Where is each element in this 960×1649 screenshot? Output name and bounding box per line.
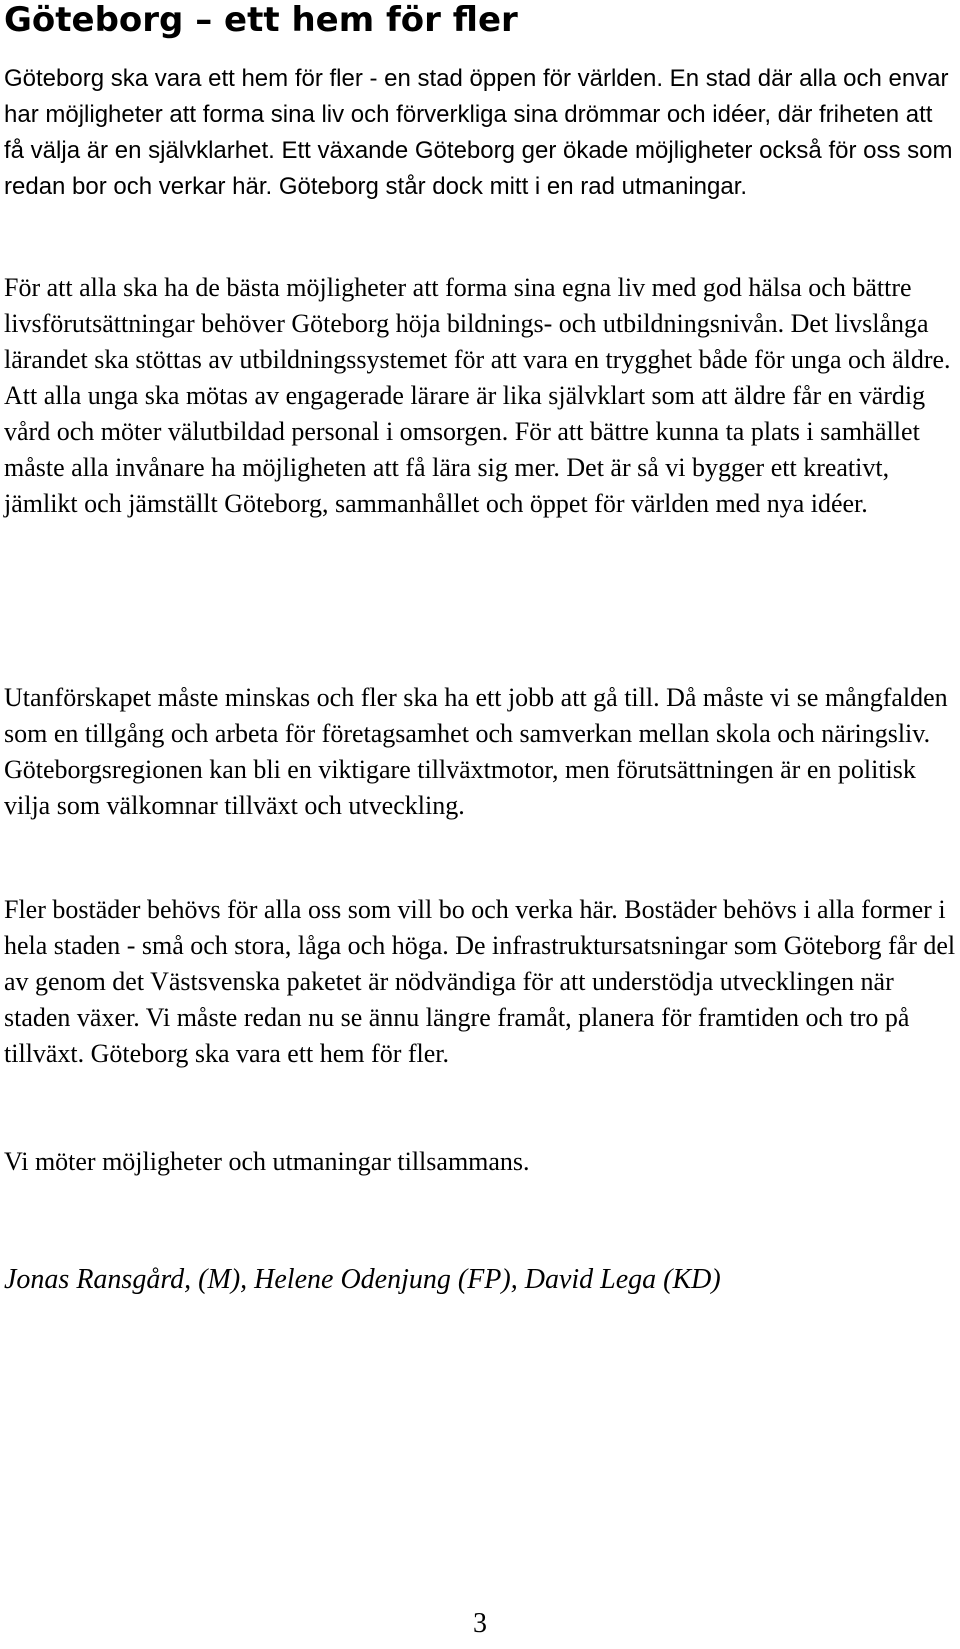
document-title: Göteborg – ett hem för fler — [4, 0, 518, 40]
signature-line: Jonas Ransgård, (M), Helene Odenjung (FP), David Lega (KD) — [4, 1264, 721, 1295]
page-number: 3 — [473, 1608, 487, 1639]
paragraph-employment: Utanförskapet måste minskas och fler ska ha ett jobb att gå till. Då måste vi se mångfalden som en tillgång och arbeta för företagsamhet och samverkan mellan skola och näringsliv. Göteborgsregionen kan bli en viktigare tillväxtmotor, men förutsättningen är en politisk vilja som välkomnar tillväxt och utveckling. — [4, 683, 948, 820]
paragraph-education: För att alla ska ha de bästa möjligheter att forma sina egna liv med god hälsa och bättre livsförutsättningar behöver Göteborg höja bildnings- och utbildningsnivån. Det livslånga lärandet ska stöttas av utbildningssystemet för att vara en trygghet både för unga och äldre. Att alla unga ska mötas av engagerade lärare är lika självklart som att äldre får en värdig vård och möter välutbildad personal i omsorgen. För att bättre kunna ta plats i samhället måste alla invånare ha möjligheten att få lära sig mer. Det är så vi bygger ett kreativt, jämlikt och jämställt Göteborg, sammanhållet och öppet för världen med nya idéer. — [4, 273, 951, 518]
paragraph-housing: Fler bostäder behövs för alla oss som vill bo och verka här. Bostäder behövs i alla former i hela staden - små och stora, låga och höga. De infrastruktursatsningar som Göteborg får del av genom det Västsvenska paketet är nödvändiga för att understödja utvecklingen när staden växer. Vi måste redan nu se ännu längre framåt, planera för framtiden och tro på tillväxt. Göteborg ska vara ett hem för fler. — [4, 895, 956, 1068]
paragraph-intro: Göteborg ska vara ett hem för fler - en stad öppen för världen. En stad där alla och envar har möjligheter att forma sina liv och förverkliga sina drömmar och idéer, där friheten att få välja är en självklarhet. Ett växande Göteborg ger ökade möjligheter också för oss som redan bor och verkar här. Göteborg står dock mitt i en rad utmaningar. — [4, 65, 953, 200]
paragraph-closing: Vi möter möjligheter och utmaningar tillsammans. — [4, 1147, 530, 1176]
